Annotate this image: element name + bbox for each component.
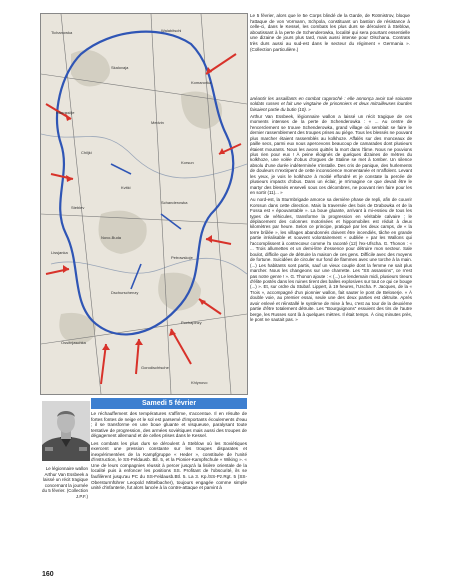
map-label: Komarovka [191, 80, 212, 85]
map-label: Lissjanka [51, 250, 68, 255]
paragraph: Le réchauffement des températures s'affirme, s'accentue. Il en résulte de fortes fontes de neige et le sol est parsemé d'importants écoulements d'eau ; il se transforme en une boue gluante et visqueuse, paralysant toute tentative de progression, des armées soviétiques mais aussi des troupes de dégagement allemand et de celles prises dans le Kessel. [91, 411, 247, 439]
map-label: Ossitnjaschka [61, 340, 86, 345]
left-column-text [91, 411, 247, 493]
map-label: Steblev [71, 205, 85, 210]
photo-caption: Le légionnaire wallon Arthur Van Essbeek a laissé un récit tragique concernant la journée du 5 février. (Collection J.P.F.) [41, 466, 88, 499]
map-label: Tichanowka [51, 30, 73, 35]
map-label: Starossilje [56, 110, 75, 115]
page-number: 160 [42, 571, 54, 578]
map-label: Gorodischtsche [141, 365, 169, 370]
map-label: Skalovaja [111, 65, 129, 70]
paragraph: Arthur Van Essbeek, légionnaire wallon a laissé un récit tragique de ces moments intenses de la perte de Schenderowka : « ... Au centre de l'encerclement se trouve Schenderowka, grand village où semblait se faire le dernier rassemblement des troupes prises au piège. Tous les blessés ne pouvant plus marcher étaient rassemblés au kolkhoze. Affalés sur des monceaux de paille secs, parmi eux nous apercevons beaucoup de camarades dont plusieurs étaient mourants. Nous les avons quittés la mort dans l'âme. Nous ne pouvions plus rien pour eux ! À peine éloignés de quelques dizaines de mètres du kolkhoze, une volée d'obus d'orgues de Staline se met à tomber. Un silence absolu d'une durée indéterminée s'installe. Des cris de panique, des hurlements de douleurs m'extirpent de cette inconscience momentanée et m'affolent. Levant les yeux, je vois le kolkhoze à moitié effondré et je constate la percée de plusieurs impacts d'obus. Dans un éclair, je m'imagine ce que devait être le martyr des blessés enseveli sous ces décombres, ne pouvant rien faire pour les en sortir (11)... » [250, 113, 412, 196]
right-column-text [250, 96, 412, 324]
section-title: Samedi 5 février [91, 398, 247, 409]
map-caption: Le 5 février, alors que le 5e Corps blindé de la Garde, de Rotmistrov, bloque l'attaque de von Vormann, Schpola, constituant un bastion de résistance à celle-ci, dans le Kessel, les combats les plus durs se déroulent à Steblow, aboutissant à la perte de Schenderowka, localité qui sera pourtant essentielle une dizaine de jours plus tard, mais aussi intense pour Olschana. Contrats très durs aussi au sud-est dans le secteur du régiment « Germania ». (Collection particulière.) [250, 13, 410, 52]
portrait-photo [42, 401, 90, 461]
map-label: Chiljki [81, 150, 92, 155]
map-label: Kvitki [121, 185, 131, 190]
map-label: Dschurschenzy [111, 290, 139, 295]
map-drawing [41, 14, 247, 394]
map-label: Petrowskoje [171, 255, 193, 260]
paragraph: Au nord-est, la Sturmbrigade amorce sa dernière phase de repli, afin de couvrir Korssun dans cette direction. Mais la traversée des bois de Drabowka et de la Fossa est « épouvantable ». La boue gluante, arrivant à mi-essieu de tous les types de véhicules, transforme la progression en véritable calvaire ; le déplacement des colonnes motorisées et hippomobiles est réduit à deux kilomètres par heure. Selon ce principe, pratiqué par les deux camps, de « la terre brûlée », les villages abandonnés doivent être incendiés, tâche en grande partie irréalisable et souvent volontairement « oubliée » par les Wallons qui l'accomplissent à contrecœur comme l'a raconté (12) l'ex-Ufscha. G. Thonon : « ... Trois allumettes et un demi-litre d'essence pour détruire mon secteur. Sale boulot, difficile que de détruire la maison de ces gens. Difficile avec des moyens de fortune. Suicidées de circuler sur fond de flammes avec une torche à la main. (...) Les habitants sont partis, sauf un vieux couple dont la femme ne sait plus marcher. Nous les changeons sur une charrette. Les “SS assassins”, ce n'est pas notre genre ! ». G. Thonon ajoute : « (...) Le lendemain midi, plusieurs tireurs d'élite postés dans les ruines tirent des balles explosives sur tout ce qui ce bouge (...) ». Et, sur ordre du Stubaf. Lippert, à 19 heures, l'Uscha. F. Jacques, de la « Trois », accompagné d'un pionnier wallon, fait sauter le pont de Beloserje. « À double voie, au premier essai, seule une des deux parties est détruite. Après avoir enlevé et réinstallé le système de mise à feu, c'est au tour de la deuxième partie d'être totalement détruite. Les “Bourguignons” essuient des tirs de l'autre berge, les Russes sont là à quelques mètres. Il était temps. À cinq minutes près, le pont ne sautait pas. » [250, 197, 412, 323]
map-label: Novo-Buda [101, 235, 122, 240]
map-label: Medvin [151, 120, 164, 125]
paragraph: anéantir les assaillants en combat rapproché : elle annonça avoir tué soixante soldats russes et fait une vingtaine de prisonniers et deux mitrailleuses lourdes faisaient partie du butin (10). » [250, 96, 412, 112]
soldier-portrait-image [42, 401, 90, 461]
paragraph: Les combats les plus durs se déroulent à Steblow où les Soviétiques exercent une pression constante sur les troupes disparates et inexpérimentées de la Kampfgruppe « Heder », constituée de l'unité d'instruction, le SS-Feldausb. Bil. 5, et la Pionier-Kampfschule « Wiking ». « Une de leurs compagnies réussit à percer jusqu'à la lisière orientale de la localité puis à enfoncer les positions SS. Profitant de l'obscurité, ils se faufilèrent jusqu'au PC du SS-Feldausb.Btl. 5. La 3. Kp./SS-Pz.Rgt. 5 (SS-Obersturmführer Leopold Mittelbacher), toujours engagée comme simple unité d'infanterie, fut alors lancée à la contre-attaque et parvint à [91, 440, 247, 491]
map-label: Pochapinzy [181, 320, 202, 325]
map-label: Schanderowka [161, 200, 188, 205]
map-label: Korsun [181, 160, 194, 165]
map-label: Walabitschi [161, 28, 182, 33]
battle-map [40, 13, 248, 395]
map-label: Khlynovo [191, 380, 208, 385]
